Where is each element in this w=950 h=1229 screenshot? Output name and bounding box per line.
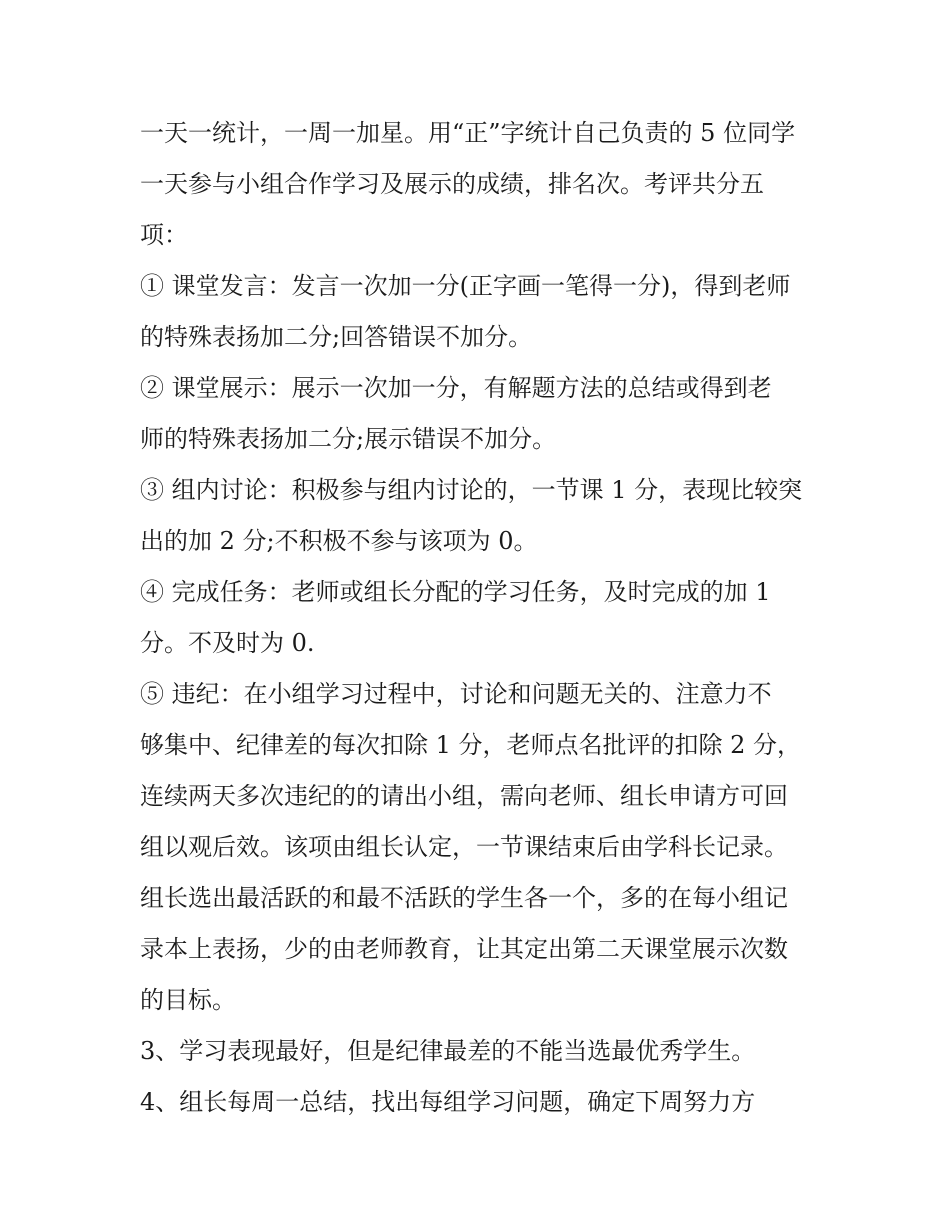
text-line: 组以观后效。该项由组长认定，一节课结束后由学科长记录。	[140, 833, 788, 861]
text-line: 录本上表扬，少的由老师教育，让其定出第二天课堂展示次数	[140, 935, 788, 963]
text-line: 4、组长每周一总结，找出每组学习问题，确定下周努力方	[140, 1088, 756, 1116]
text-line: 项：	[140, 221, 188, 249]
text-line: ③ 组内讨论：积极参与组内讨论的，一节课 1 分，表现比较突	[140, 476, 803, 504]
text-line: 组长选出最活跃的和最不活跃的学生各一个，多的在每小组记	[140, 884, 788, 912]
text-line: ⑤ 违纪：在小组学习过程中，讨论和问题无关的、注意力不	[140, 680, 772, 708]
text-line: 分。不及时为 0.	[140, 629, 315, 657]
body-text	[140, 108, 820, 1128]
text-line: 师的特殊表扬加二分;展示错误不加分。	[140, 425, 557, 453]
text-line: 3、学习表现最好，但是纪律最差的不能当选最优秀学生。	[140, 1037, 756, 1065]
text-line: 够集中、纪律差的每次扣除 1 分，老师点名批评的扣除 2 分，	[140, 731, 802, 759]
text-line: 的目标。	[140, 986, 236, 1014]
text-line: ① 课堂发言：发言一次加一分(正字画一笔得一分)，得到老师	[140, 272, 791, 300]
text-line: 连续两天多次违纪的的请出小组，需向老师、组长申请方可回	[140, 782, 788, 810]
text-line: ② 课堂展示：展示一次加一分，有解题方法的总结或得到老	[140, 374, 772, 402]
text-line: 一天参与小组合作学习及展示的成绩，排名次。考评共分五	[140, 170, 764, 198]
text-line: ④ 完成任务：老师或组长分配的学习任务，及时完成的加 1	[140, 578, 771, 606]
text-line: 出的加 2 分;不积极不参与该项为 0。	[140, 527, 538, 555]
text-line: 的特殊表扬加二分;回答错误不加分。	[140, 323, 533, 351]
text-line: 一天一统计，一周一加星。用“正”字统计自己负责的 5 位同学	[140, 119, 796, 147]
